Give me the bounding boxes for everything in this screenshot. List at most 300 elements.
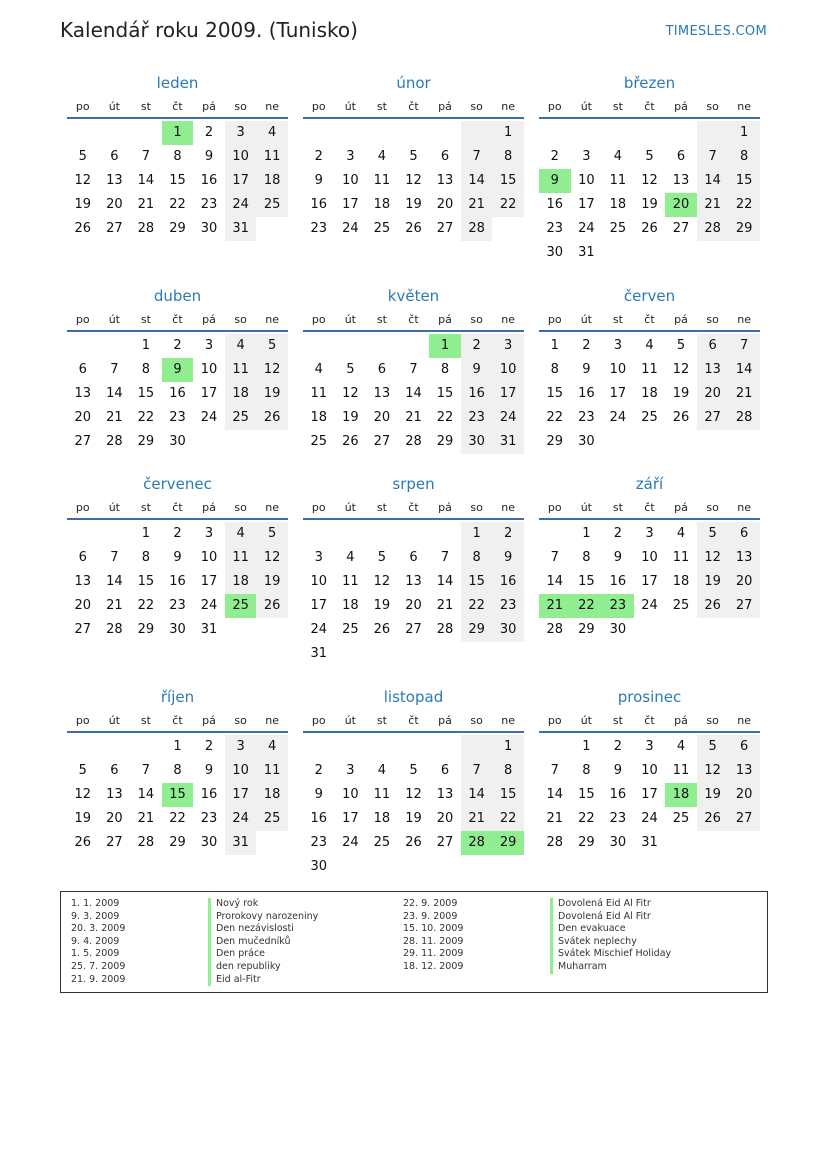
day-cell: 30 [200, 221, 218, 236]
day-cell: 11 [256, 145, 288, 169]
day-cell: 31 [641, 835, 658, 850]
weekday-label: ne [265, 100, 280, 113]
weekday-header-row [67, 311, 288, 332]
day-cell: 15 [578, 787, 595, 802]
day-cell: 12 [74, 173, 92, 188]
weekday-label: st [612, 714, 623, 727]
day-cell: 18 [609, 197, 627, 212]
legend-dates-col-1 [71, 898, 125, 986]
day-cell: 14 [106, 386, 123, 401]
day-cell: 21 [436, 598, 454, 613]
weekday-header-row [303, 311, 524, 332]
empty-cell [366, 735, 398, 759]
day-cell: 3 [645, 526, 654, 541]
day-cell: 1 [429, 334, 461, 358]
empty-cell [335, 735, 367, 759]
day-cell: 9 [613, 550, 623, 565]
day-cell: 28 [137, 221, 155, 236]
day-cell: 8 [492, 145, 524, 169]
day-cell: 16 [546, 197, 564, 212]
day-cell: 23 [461, 406, 493, 430]
day-cell: 1 [492, 121, 524, 145]
day-cell: 9 [314, 787, 323, 802]
day-cell: 2 [613, 526, 623, 541]
day-cell: 12 [405, 787, 422, 802]
day-cell: 9 [613, 763, 623, 778]
day-cell: 5 [697, 522, 729, 546]
day-cell: 13 [74, 386, 92, 401]
day-cell: 10 [609, 362, 627, 377]
empty-cell [429, 735, 461, 759]
day-cell: 29 [578, 622, 595, 637]
legend-dates-col-2 [403, 898, 463, 974]
month-block [303, 469, 524, 666]
day-cell: 1 [162, 121, 194, 145]
empty-cell [728, 430, 760, 454]
day-cell: 7 [110, 550, 119, 565]
weekday-label: po [75, 313, 90, 326]
day-cell: 2 [173, 526, 182, 541]
day-cell: 22 [461, 594, 493, 618]
day-cell: 15 [137, 386, 155, 401]
weekday-label: út [108, 100, 120, 113]
weekday-label: so [234, 714, 247, 727]
day-cell: 10 [200, 550, 218, 565]
days-grid [67, 520, 288, 642]
empty-cell [634, 121, 666, 145]
weekday-header-row [539, 311, 760, 332]
day-cell: 4 [314, 362, 323, 377]
weekday-label: pá [438, 714, 452, 727]
day-cell: 13 [106, 787, 123, 802]
day-cell: 5 [676, 338, 686, 353]
day-cell: 4 [346, 550, 355, 565]
day-cell: 11 [373, 173, 391, 188]
day-cell: 21 [106, 410, 123, 425]
day-cell: 21 [137, 811, 155, 826]
day-cell: 29 [137, 434, 155, 449]
empty-cell [461, 855, 493, 879]
legend-date: 9. 4. 2009 [71, 935, 120, 947]
day-cell: 24 [492, 406, 524, 430]
weekday-label: po [311, 313, 326, 326]
day-cell: 14 [436, 574, 454, 589]
day-cell: 12 [74, 787, 92, 802]
day-cell: 23 [310, 221, 328, 236]
day-cell: 31 [310, 646, 328, 661]
month-name: červen [623, 287, 676, 305]
day-cell: 1 [728, 121, 760, 145]
day-cell: 28 [461, 217, 493, 241]
days-grid [539, 332, 760, 454]
day-cell: 13 [436, 173, 454, 188]
weekday-label: so [470, 501, 483, 514]
day-cell: 29 [169, 221, 186, 236]
day-cell: 4 [613, 149, 623, 164]
day-cell: 14 [697, 169, 729, 193]
day-cell: 18 [641, 386, 658, 401]
weekday-label: so [706, 501, 719, 514]
empty-cell [697, 831, 729, 855]
day-cell: 5 [645, 149, 654, 164]
weekday-label: po [547, 501, 562, 514]
day-cell: 17 [578, 197, 595, 212]
day-cell: 22 [137, 410, 155, 425]
day-cell: 13 [728, 759, 760, 783]
empty-cell [303, 334, 335, 358]
weekday-label: pá [202, 714, 216, 727]
weekday-label: st [376, 501, 387, 514]
empty-cell [335, 642, 367, 666]
day-cell: 18 [373, 811, 391, 826]
day-cell: 20 [74, 598, 92, 613]
weekday-label: út [580, 714, 592, 727]
day-cell: 19 [641, 197, 658, 212]
day-cell: 19 [256, 382, 288, 406]
day-cell: 31 [225, 831, 257, 855]
day-cell: 3 [645, 739, 654, 754]
day-cell: 24 [609, 410, 627, 425]
day-cell: 27 [436, 835, 454, 850]
empty-cell [256, 831, 288, 855]
day-cell: 29 [578, 835, 595, 850]
legend-holiday-name: Nový rok [208, 898, 318, 911]
day-cell: 9 [461, 358, 493, 382]
weekday-label: pá [674, 501, 688, 514]
day-cell: 5 [697, 735, 729, 759]
empty-cell [67, 735, 99, 759]
day-cell: 1 [173, 739, 182, 754]
day-cell: 28 [106, 622, 123, 637]
day-cell: 15 [137, 574, 155, 589]
day-cell: 22 [571, 594, 603, 618]
day-cell: 8 [492, 759, 524, 783]
day-cell: 12 [373, 574, 391, 589]
day-cell: 11 [641, 362, 658, 377]
day-cell: 20 [436, 197, 454, 212]
day-cell: 20 [106, 811, 123, 826]
day-cell: 12 [641, 173, 658, 188]
day-cell: 6 [110, 149, 119, 164]
empty-cell [67, 121, 99, 145]
day-cell: 13 [436, 787, 454, 802]
day-cell: 8 [582, 763, 591, 778]
weekday-label: pá [674, 100, 688, 113]
weekday-label: st [140, 501, 151, 514]
day-cell: 28 [461, 831, 493, 855]
day-cell: 2 [173, 338, 182, 353]
day-cell: 19 [405, 197, 422, 212]
day-cell: 7 [461, 145, 493, 169]
day-cell: 23 [310, 835, 328, 850]
empty-cell [99, 735, 131, 759]
day-cell: 7 [728, 334, 760, 358]
day-cell: 9 [539, 169, 571, 193]
day-cell: 27 [672, 221, 690, 236]
day-cell: 17 [492, 382, 524, 406]
day-cell: 26 [405, 835, 422, 850]
day-cell: 27 [728, 807, 760, 831]
day-cell: 17 [225, 783, 257, 807]
weekday-label: st [612, 313, 623, 326]
day-cell: 24 [225, 807, 257, 831]
day-cell: 5 [346, 362, 355, 377]
empty-cell [67, 334, 99, 358]
day-cell: 24 [200, 598, 218, 613]
day-cell: 8 [141, 550, 151, 565]
day-cell: 21 [539, 594, 571, 618]
day-cell: 18 [225, 570, 257, 594]
day-cell: 6 [697, 334, 729, 358]
weekday-label: po [311, 501, 326, 514]
empty-cell [99, 522, 131, 546]
legend-date: 25. 7. 2009 [71, 960, 126, 972]
weekday-label: so [234, 501, 247, 514]
day-cell: 14 [461, 169, 493, 193]
day-cell: 7 [110, 362, 119, 377]
day-cell: 4 [377, 763, 387, 778]
day-cell: 18 [672, 574, 690, 589]
day-cell: 12 [342, 386, 359, 401]
day-cell: 9 [204, 149, 214, 164]
day-cell: 20 [665, 193, 697, 217]
month-block [539, 68, 760, 265]
day-cell: 10 [492, 358, 524, 382]
empty-cell [398, 121, 430, 145]
day-cell: 25 [373, 835, 391, 850]
day-cell: 29 [169, 835, 186, 850]
empty-cell [492, 855, 524, 879]
month-block [303, 68, 524, 241]
empty-cell [366, 522, 398, 546]
day-cell: 27 [405, 622, 422, 637]
empty-cell [429, 121, 461, 145]
weekday-label: ne [501, 714, 516, 727]
day-cell: 29 [728, 217, 760, 241]
empty-cell [697, 618, 729, 642]
day-cell: 24 [200, 410, 218, 425]
days-grid [539, 520, 760, 642]
weekday-label: čt [408, 313, 419, 326]
legend-holiday-name: Den práce [208, 948, 318, 961]
empty-cell [429, 522, 461, 546]
weekday-label: ne [501, 501, 516, 514]
day-cell: 28 [697, 217, 729, 241]
day-cell: 3 [613, 338, 623, 353]
day-cell: 13 [74, 574, 92, 589]
legend-date: 1. 5. 2009 [71, 948, 120, 960]
day-cell: 16 [609, 574, 627, 589]
day-cell: 9 [314, 173, 323, 188]
empty-cell [335, 522, 367, 546]
legend-holiday-name: Dovolená Eid Al Fitr [550, 898, 671, 911]
day-cell: 26 [74, 835, 92, 850]
day-cell: 26 [342, 434, 359, 449]
empty-cell [429, 855, 461, 879]
day-cell: 25 [672, 811, 690, 826]
weekday-label: ne [265, 501, 280, 514]
day-cell: 6 [110, 763, 119, 778]
empty-cell [571, 121, 603, 145]
empty-cell [602, 430, 634, 454]
day-cell: 1 [582, 739, 591, 754]
legend-holiday-name: Muharram [550, 961, 671, 974]
days-grid [539, 733, 760, 855]
weekday-label: st [612, 501, 623, 514]
empty-cell [130, 735, 162, 759]
month-block [67, 68, 288, 241]
day-cell: 9 [204, 763, 214, 778]
weekday-label: út [108, 501, 120, 514]
month-name: srpen [392, 475, 435, 493]
weekday-label: čt [644, 501, 655, 514]
month-block [67, 682, 288, 855]
weekday-label: so [706, 100, 719, 113]
day-cell: 6 [728, 522, 760, 546]
site-link[interactable]: TIMESLES.COM [665, 24, 767, 39]
day-cell: 15 [492, 169, 524, 193]
days-grid [303, 119, 524, 241]
empty-cell [303, 121, 335, 145]
month-block [539, 682, 760, 855]
day-cell: 4 [645, 338, 654, 353]
weekday-label: čt [644, 313, 655, 326]
legend-holiday-name: Den evakuace [550, 923, 671, 936]
weekday-label: po [75, 501, 90, 514]
days-grid [303, 733, 524, 879]
day-cell: 23 [609, 811, 627, 826]
day-cell: 19 [697, 783, 729, 807]
empty-cell [539, 522, 571, 546]
empty-cell [225, 618, 257, 642]
month-block [303, 281, 524, 454]
day-cell: 30 [200, 835, 218, 850]
day-cell: 17 [641, 787, 658, 802]
day-cell: 26 [405, 221, 422, 236]
weekday-label: st [140, 714, 151, 727]
day-cell: 20 [728, 783, 760, 807]
weekday-label: so [470, 714, 483, 727]
day-cell: 10 [200, 362, 218, 377]
day-cell: 23 [492, 594, 524, 618]
day-cell: 27 [697, 406, 729, 430]
weekday-label: út [108, 714, 120, 727]
day-cell: 15 [169, 173, 186, 188]
empty-cell [366, 121, 398, 145]
empty-cell [193, 430, 225, 454]
weekday-label: po [311, 714, 326, 727]
weekday-label: po [75, 714, 90, 727]
day-cell: 15 [546, 386, 564, 401]
day-cell: 4 [676, 739, 686, 754]
weekday-header-row [539, 499, 760, 520]
month-name: únor [396, 74, 431, 92]
day-cell: 20 [106, 197, 123, 212]
day-cell: 26 [74, 221, 92, 236]
day-cell: 10 [225, 759, 257, 783]
weekday-label: st [612, 100, 623, 113]
day-cell: 29 [461, 618, 493, 642]
day-cell: 21 [728, 382, 760, 406]
day-cell: 16 [461, 382, 493, 406]
day-cell: 22 [492, 193, 524, 217]
weekday-label: so [234, 313, 247, 326]
day-cell: 22 [137, 598, 155, 613]
weekday-header-row [303, 98, 524, 119]
day-cell: 17 [342, 197, 359, 212]
days-grid [67, 332, 288, 454]
empty-cell [67, 522, 99, 546]
day-cell: 5 [377, 550, 387, 565]
day-cell: 21 [405, 410, 422, 425]
empty-cell [461, 642, 493, 666]
day-cell: 19 [405, 811, 422, 826]
day-cell: 25 [373, 221, 391, 236]
legend-date: 18. 12. 2009 [403, 960, 464, 972]
day-cell: 20 [728, 570, 760, 594]
day-cell: 14 [106, 574, 123, 589]
day-cell: 22 [169, 811, 186, 826]
month-name: září [635, 475, 664, 493]
day-cell: 26 [256, 406, 288, 430]
days-grid [303, 332, 524, 454]
day-cell: 2 [314, 763, 323, 778]
day-cell: 13 [106, 173, 123, 188]
day-cell: 22 [728, 193, 760, 217]
day-cell: 4 [676, 526, 686, 541]
empty-cell [461, 735, 493, 759]
day-cell: 2 [204, 125, 214, 140]
day-cell: 21 [137, 197, 155, 212]
day-cell: 10 [342, 787, 359, 802]
day-cell: 19 [74, 811, 92, 826]
weekday-label: ne [737, 714, 752, 727]
day-cell: 19 [342, 410, 359, 425]
month-name: červenec [143, 475, 212, 493]
weekday-header-row [539, 712, 760, 733]
weekday-label: pá [202, 501, 216, 514]
day-cell: 22 [578, 811, 595, 826]
empty-cell [461, 121, 493, 145]
weekday-header-row [67, 712, 288, 733]
day-cell: 14 [728, 358, 760, 382]
weekday-label: so [706, 313, 719, 326]
day-cell: 12 [672, 362, 690, 377]
weekday-label: út [344, 714, 356, 727]
month-name: květen [387, 287, 440, 305]
day-cell: 6 [78, 362, 87, 377]
day-cell: 26 [641, 221, 658, 236]
legend-holiday-name: Dovolená Eid Al Fitr [550, 911, 671, 924]
legend-holiday-name: Den mučedníků [208, 936, 318, 949]
day-cell: 3 [346, 149, 355, 164]
day-cell: 1 [492, 735, 524, 759]
day-cell: 29 [492, 831, 524, 855]
empty-cell [539, 735, 571, 759]
empty-cell [697, 430, 729, 454]
day-cell: 18 [342, 598, 359, 613]
day-cell: 8 [728, 145, 760, 169]
empty-cell [99, 334, 131, 358]
day-cell: 3 [582, 149, 591, 164]
day-cell: 21 [461, 193, 493, 217]
day-cell: 7 [141, 763, 151, 778]
day-cell: 15 [728, 169, 760, 193]
day-cell: 10 [342, 173, 359, 188]
day-cell: 19 [256, 570, 288, 594]
day-cell: 15 [162, 783, 194, 807]
month-name: listopad [383, 688, 444, 706]
